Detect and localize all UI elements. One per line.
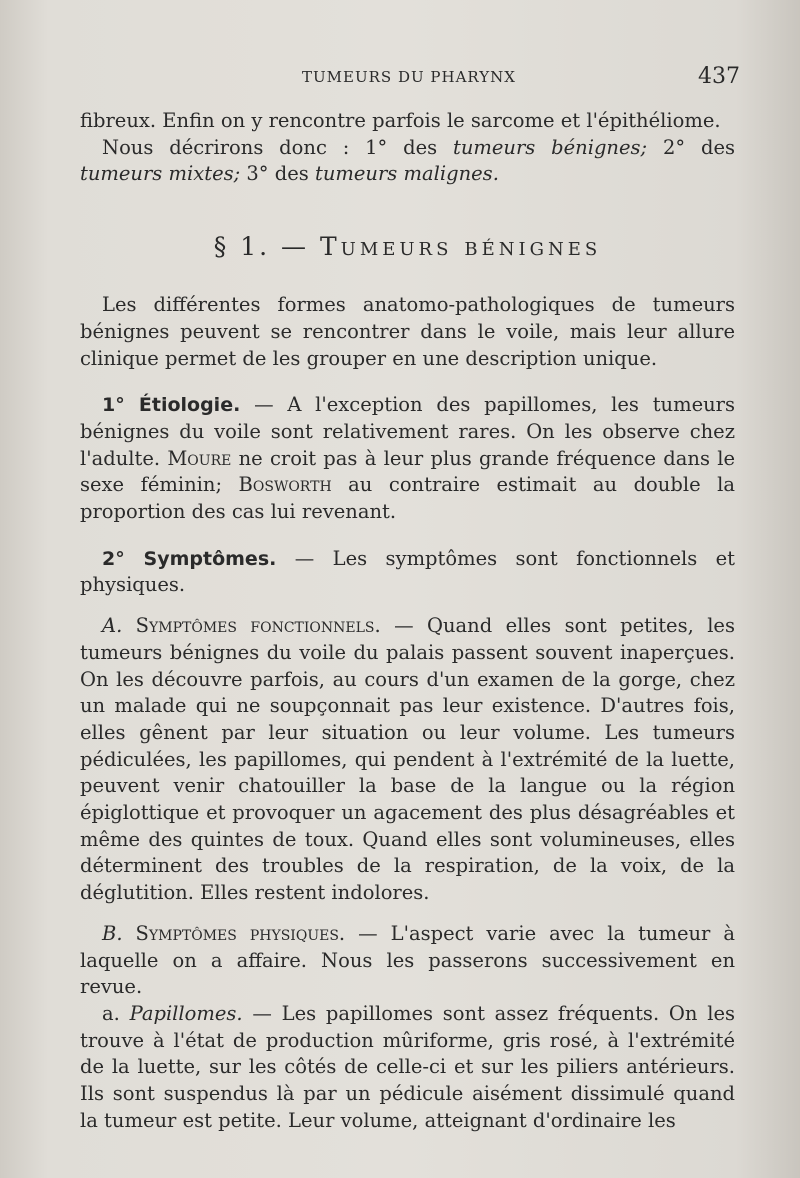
physiques-paragraph: B. Symptômes physiques. — L'aspect varie avec la tumeur à laquelle on a affaire. Nous les passerons successivement en revue. bbox=[80, 921, 736, 999]
intro-plan-paragraph: Nous décrirons donc : 1° des tumeurs bénignes; 2° des tumeurs mixtes; 3° des tumeurs malignes. bbox=[80, 135, 735, 186]
page-header bbox=[78, 64, 740, 88]
etiologie-paragraph: 1° Étiologie. — A l'exception des papillomes, les tumeurs bénignes du voile sont relativement rares. On les observe chez l'adulte. Moure ne croit pas à leur plus grande fréquence dans le sexe féminin; Bosworth au contraire estimait au double la proportion des cas lui revenant. bbox=[80, 393, 736, 524]
intro-line: fibreux. Enfin on y rencontre parfois le sarcome et l'épithéliome. bbox=[80, 109, 721, 132]
body-text bbox=[80, 108, 735, 1135]
page-number: 437 bbox=[698, 64, 740, 89]
papillomes-paragraph: a. Papillomes. — Les papillomes sont assez fréquents. On les trouve à l'état de production mûriforme, gris rosé, à l'extrémité de la luette, sur les côtés de celle-ci et sur les piliers antérieurs. Ils sont suspendus là par un pédicule aisément dissimulé quand la tumeur est petite. Leur volume, atteignant d'ordinaire les bbox=[80, 1001, 735, 1132]
forms-paragraph: Les différentes formes anatomo-pathologiques de tumeurs bénignes peuvent se rencontrer dans le voile, mais leur allure clinique permet de les grouper en une description unique. bbox=[80, 293, 735, 370]
fonctionnels-heading: Symptômes fonctionnels. bbox=[122, 614, 381, 638]
papillomes-heading: Papillomes. bbox=[129, 1001, 243, 1025]
symptomes-paragraph: 2° Symptômes. — Les symptômes sont fonctionnels et physiques. bbox=[80, 546, 736, 597]
symptomes-heading: 2° Symptômes. bbox=[102, 547, 277, 570]
section-heading: § 1. — Tumeurs bénignes bbox=[213, 232, 602, 262]
physiques-heading: Symptômes physiques. bbox=[122, 921, 346, 945]
etiologie-heading: 1° Étiologie. bbox=[102, 394, 241, 417]
fonctionnels-paragraph: A. Symptômes fonctionnels. — Quand elles sont petites, les tumeurs bénignes du voile du palais passent souvent inaperçues. On les découvre parfois, au cours d'un examen de la gorge, chez un malade qui ne soupçonnait pas leur existence. D'autres fois, elles gênent par leur situation ou leur volume. Les tumeurs pédiculées, les papillomes, qui pendent à l'extrémité de la luette, peuvent venir chatouiller la base de la langue ou la région épiglottique et provoquer un agacement des plus désagréables et même des quintes de toux. Quand elles sont volumineuses, elles déterminent des troubles de la respiration, de la voix, de la déglutition. Elles restent indolores. bbox=[80, 614, 735, 905]
running-title: TUMEURS DU PHARYNX bbox=[302, 68, 516, 86]
